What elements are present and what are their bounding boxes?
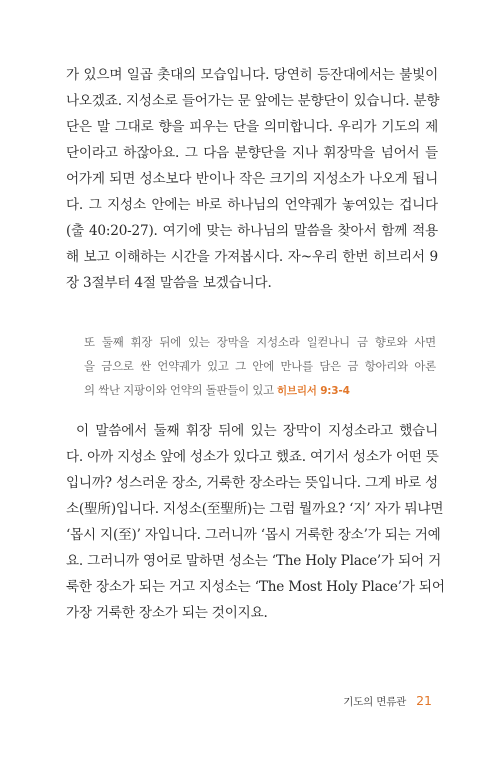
- text-line: 가장 거룩한 장소가 되는 것이지요.: [66, 605, 268, 621]
- quote-line: 또 둘째 휘장 뒤에 있는 장막을 지성소라 일컫나니 금 향로와 사면: [84, 335, 436, 349]
- text-line: 단은 말 그대로 향을 피우는 단을 의미합니다. 우리가 기도의 제: [66, 119, 438, 135]
- page-number: 21: [416, 693, 432, 708]
- text-line: 요. 그러니까 영어로 말하면 성소는 ‘The Holy Place’가 되어 거: [66, 553, 442, 569]
- scripture-quote: [84, 330, 436, 402]
- text-line: 나오겠죠. 지성소로 들어가는 문 앞에는 분향단이 있습니다. 분향: [66, 93, 440, 109]
- text-line: 해 보고 이해하는 시간을 가져봅시다. 자~우리 한번 히브리서 9: [66, 249, 438, 265]
- body-paragraph-1: [66, 62, 438, 296]
- text-line: 소(聖所)입니다. 지성소(至聖所)는 그럼 뭘까요? ‘지’ 자가 뭐냐면: [66, 501, 444, 517]
- scripture-reference: 히브리서 9:3-4: [276, 385, 350, 397]
- quote-line-with-reference: [84, 378, 436, 402]
- body-paragraph-2: [66, 418, 445, 626]
- page-footer: [343, 692, 432, 710]
- text-line: 장 3절부터 4절 말씀을 보겠습니다.: [66, 275, 272, 291]
- text-line: 입니까? 성스러운 장소, 거룩한 장소라는 뜻입니다. 그게 바로 성: [66, 475, 438, 491]
- text-line: 어가게 되면 성소보다 반이나 작은 크기의 지성소가 나오게 됩니: [66, 171, 438, 187]
- text-line: 단이라고 하잖아요. 그 다음 분향단을 지나 휘장막을 넘어서 들: [66, 145, 438, 161]
- quote-line: 을 금으로 싼 언약궤가 있고 그 안에 만나를 담은 금 항아리와 아론: [84, 359, 436, 373]
- text-line: 룩한 장소가 되는 거고 지성소는 ‘The Most Holy Place’가 되어: [66, 579, 445, 595]
- text-line: ‘몹시 지(至)’ 자입니다. 그러니까 ‘몹시 거룩한 장소’가 되는 거예: [66, 527, 441, 543]
- running-title: 기도의 면류관: [343, 696, 407, 708]
- quote-line: 의 싹난 지팡이와 언약의 돌판들이 있고: [84, 383, 274, 397]
- text-line: 이 말씀에서 둘째 휘장 뒤에 있는 장막이 지성소라고 했습니: [76, 423, 438, 439]
- text-line: (출 40:20-27). 여기에 맞는 하나님의 말씀을 찾아서 함께 적용: [66, 223, 438, 239]
- text-line: 가 있으며 일곱 촛대의 모습입니다. 당연히 등잔대에서는 불빛이: [66, 67, 438, 83]
- text-line: 다. 그 지성소 안에는 바로 하나님의 언약궤가 놓여있는 겁니다: [66, 197, 438, 213]
- text-line: 다. 아까 지성소 앞에 성소가 있다고 했죠. 여기서 성소가 어떤 뜻: [66, 449, 439, 465]
